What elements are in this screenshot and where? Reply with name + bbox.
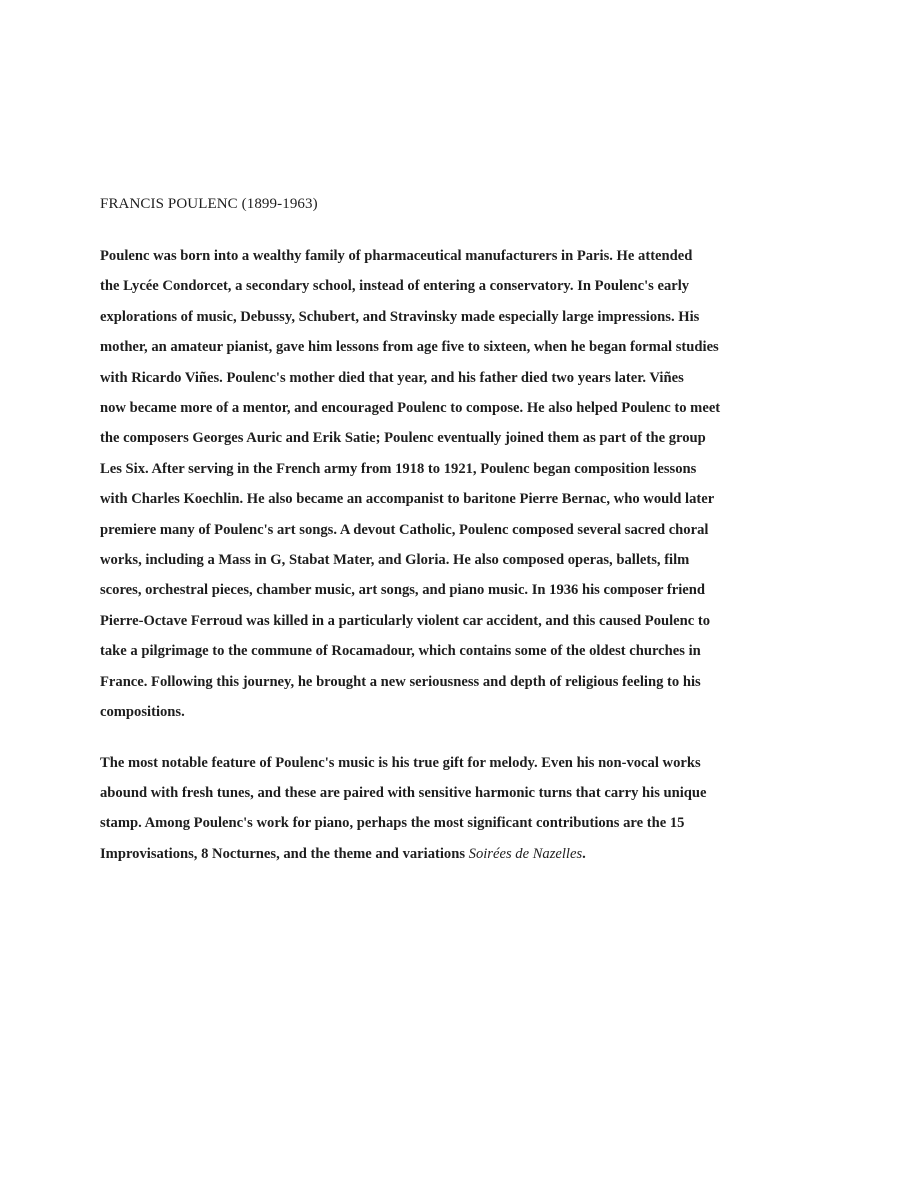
document-heading: FRANCIS POULENC (1899-1963) (100, 196, 318, 212)
text-segment-end: . (582, 845, 586, 862)
text-line: the composers Georges Auric and Erik Satie; Poulenc eventually joined them as part of the group (100, 430, 706, 447)
text-line: works, including a Mass in G, Stabat Mater, and Gloria. He also composed operas, ballets, film (100, 552, 690, 569)
text-segment: Improvisations, 8 Nocturnes, and the theme and variations (100, 845, 469, 862)
text-line: scores, orchestral pieces, chamber music, art songs, and piano music. In 1936 his composer friend (100, 582, 705, 599)
text-line: premiere many of Poulenc's art songs. A devout Catholic, Poulenc composed several sacred choral (100, 521, 709, 538)
text-line: explorations of music, Debussy, Schubert, and Stravinsky made especially large impressions. His (100, 308, 700, 325)
document-page (100, 193, 802, 869)
text-line: now became more of a mentor, and encouraged Poulenc to compose. He also helped Poulenc to meet (100, 400, 721, 417)
text-line: compositions. (100, 704, 185, 721)
text-line: Pierre-Octave Ferroud was killed in a particularly violent car accident, and this caused Poulenc to (100, 612, 711, 629)
paragraph-music-style (100, 748, 802, 870)
text-line: Poulenc was born into a wealthy family of pharmaceutical manufacturers in Paris. He attended (100, 248, 693, 264)
text-line: stamp. Among Poulenc's work for piano, perhaps the most significant contributions are the 15 (100, 815, 685, 832)
text-line: France. Following this journey, he brought a new seriousness and depth of religious feeling to his (100, 673, 701, 690)
text-line: The most notable feature of Poulenc's music is his true gift for melody. Even his non-vocal works (100, 754, 701, 771)
text-line: with Charles Koechlin. He also became an accompanist to baritone Pierre Bernac, who would later (100, 491, 715, 508)
text-line: Les Six. After serving in the French army from 1918 to 1921, Poulenc began composition lessons (100, 460, 697, 477)
text-line: with Ricardo Viñes. Poulenc's mother died that year, and his father died two years later. Viñes (100, 369, 684, 386)
text-line: abound with fresh tunes, and these are paired with sensitive harmonic turns that carry his unique (100, 784, 707, 801)
text-line-final (100, 839, 802, 869)
text-line: the Lycée Condorcet, a secondary school, instead of entering a conservatory. In Poulenc's early (100, 278, 690, 295)
work-title: Soirées de Nazelles (468, 845, 583, 862)
paragraph-biography (100, 241, 802, 728)
text-line: mother, an amateur pianist, gave him lessons from age five to sixteen, when he began formal studies (100, 339, 719, 356)
text-line: take a pilgrimage to the commune of Rocamadour, which contains some of the oldest churches in (100, 643, 701, 660)
